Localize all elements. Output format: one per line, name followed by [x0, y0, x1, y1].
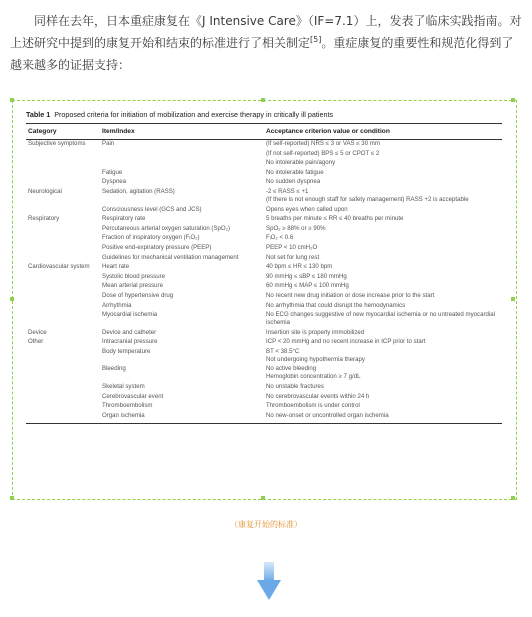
table-row	[26, 338, 502, 348]
category-cell	[26, 365, 100, 383]
table-row	[26, 234, 502, 244]
item-cell: Positive end-expiratory pressure (PEEP)	[102, 243, 212, 251]
table-row	[26, 282, 502, 292]
table-row	[26, 348, 502, 366]
category-cell: Neurological	[28, 187, 62, 195]
criterion-cell: SpO₂ ≥ 88% or ≥ 90%	[266, 224, 326, 232]
category-cell	[26, 254, 100, 264]
item-cell: Respiratory rate	[102, 215, 146, 223]
item-cell: Cerebrovascular event	[102, 392, 164, 400]
table-row	[26, 393, 502, 403]
table-row	[26, 263, 502, 273]
criteria-table	[26, 123, 502, 424]
intro-text-1: 同样在去年，日本重症康复在《J Intensive Care》（IF=7.1）上，发表了临床实践指南。对上述研究中提到的康复开始和结束的标准进行了相关制定	[10, 14, 522, 50]
category-cell: Cardiovascular system	[28, 263, 90, 271]
table-row	[26, 292, 502, 302]
criterion-cell: Not set for lung rest	[266, 253, 320, 261]
criterion-cell: Thromboembolism is under control	[266, 402, 360, 410]
category-cell	[26, 244, 100, 254]
criterion-cell: No unstable fractures	[266, 383, 324, 391]
frame-handle	[511, 297, 515, 301]
category-cell: Respiratory	[28, 215, 60, 223]
header-item: Item/Index	[100, 124, 264, 140]
criterion-cell: 5 breaths per minute ≤ RR ≤ 40 breaths per minute	[266, 215, 404, 223]
item-cell: Percutaneous arterial oxygen saturation (SpO₂)	[102, 224, 231, 232]
table-row	[26, 159, 502, 169]
frame-handle	[511, 496, 515, 500]
table-row	[26, 206, 502, 216]
category-cell: Other	[28, 338, 44, 346]
criterion-cell: Opens eyes when called upon	[266, 205, 348, 213]
item-cell: Mean arterial pressure	[102, 282, 163, 290]
table-row	[26, 329, 502, 339]
criterion-cell: No new-onset or uncontrolled organ ischemia	[264, 412, 502, 424]
item-cell: Organ ischemia	[100, 412, 264, 424]
item-cell: Device and catheter	[102, 328, 157, 336]
item-cell: Dose of hypertensive drug	[102, 291, 174, 299]
criterion-cell: No active bleeding Hemoglobin concentration ≥ 7 g/dL	[266, 365, 361, 381]
category-cell	[26, 302, 100, 312]
category-cell	[26, 311, 100, 329]
table-row	[26, 178, 502, 188]
criterion-cell: (If self-reported) NRS ≤ 3 or VAS ≤ 30 mm	[266, 140, 380, 147]
table-row	[26, 412, 502, 424]
criterion-cell: No recent new drug initiation or dose increase prior to the start	[266, 291, 435, 299]
category-cell	[26, 383, 100, 393]
category-cell	[26, 282, 100, 292]
item-cell: Myocardial ischemia	[102, 311, 158, 319]
criterion-cell: No arrhythmia that could disrupt the hemodynamics	[266, 301, 406, 309]
criterion-cell: No intolerable fatigue	[266, 168, 324, 176]
table-row	[26, 365, 502, 383]
table-row	[26, 254, 502, 264]
category-cell	[26, 150, 100, 160]
category-cell	[26, 178, 100, 188]
category-cell	[26, 169, 100, 179]
item-cell: Sedation, agitation (RASS)	[102, 187, 175, 195]
criterion-cell: 40 bpm ≤ HR ≤ 130 bpm	[266, 263, 333, 271]
category-cell	[26, 234, 100, 244]
table-title: Proposed criteria for initiation of mobilization and exercise therapy in critically ill patients	[54, 110, 334, 119]
frame-handle	[10, 496, 14, 500]
figure-caption: （康复开始的标准）	[230, 520, 302, 529]
item-cell: Fraction of inspiratory oxygen (FᵢO₂)	[102, 234, 200, 242]
intro-text-2: 。重症康复的重要性和规范化得到了越来越多的证据支持：	[10, 36, 514, 72]
criterion-cell: No intolerable pain/agony	[266, 159, 336, 167]
item-cell: Arrhythmia	[102, 301, 132, 309]
intro-paragraph	[10, 10, 524, 76]
criterion-cell: BT < 38.5°C Not undergoing hypothermia therapy	[266, 347, 365, 363]
criterion-cell: No cerebrovascular events within 24 h	[266, 392, 370, 400]
table-caption	[26, 110, 502, 119]
criterion-cell: FᵢO₂ < 0.6	[266, 234, 294, 242]
item-cell: Heart rate	[102, 263, 130, 271]
item-cell: Dyspnea	[102, 178, 127, 186]
table-row	[26, 169, 502, 179]
frame-handle	[261, 496, 265, 500]
table-header-row	[26, 124, 502, 140]
header-category: Category	[26, 124, 100, 140]
item-cell: Systolic blood pressure	[102, 272, 165, 280]
category-cell	[26, 412, 100, 424]
category-cell	[26, 348, 100, 366]
table-row	[26, 215, 502, 225]
category-cell	[26, 206, 100, 216]
item-cell: Bleeding	[102, 365, 126, 373]
criterion-cell: No ECG changes suggestive of new myocardial ischemia or no untreated myocardial ischemia	[266, 311, 495, 327]
category-cell	[26, 273, 100, 283]
reference-link[interactable]: [5]	[310, 35, 322, 44]
table-row	[26, 140, 502, 150]
item-cell	[100, 159, 264, 169]
table-label: Table 1	[26, 110, 51, 119]
item-cell: Consciousness level (GCS and JCS)	[102, 205, 202, 213]
table-row	[26, 244, 502, 254]
category-cell	[26, 402, 100, 412]
criterion-cell: 90 mmHg ≤ sBP ≤ 180 mmHg	[266, 272, 347, 280]
criterion-cell: No sudden dyspnea	[266, 178, 321, 186]
table-row	[26, 225, 502, 235]
criterion-cell: PEEP < 10 cmH₂O	[266, 243, 318, 251]
criterion-cell: ICP < 20 mmHg and no recent increase in ICP prior to start	[266, 338, 426, 346]
criterion-cell: -2 ≤ RASS ≤ +1 (If there is not enough staff for safety management) RASS +2 is acceptable	[266, 187, 469, 203]
table-row	[26, 273, 502, 283]
category-cell: Subjective symptoms	[28, 140, 86, 147]
table-row	[26, 150, 502, 160]
criterion-cell: (If not self-reported) BPS ≤ 5 or CPOT ≤ 2	[266, 149, 380, 157]
frame-handle	[511, 98, 515, 102]
item-cell	[100, 150, 264, 160]
criterion-cell: Insertion site is properly immobilized	[266, 328, 365, 336]
table-row	[26, 188, 502, 206]
category-cell	[26, 225, 100, 235]
category-cell	[26, 292, 100, 302]
item-cell: Skeletal system	[102, 383, 145, 391]
down-arrow-icon	[257, 562, 281, 602]
criterion-cell: 60 mmHg ≤ MAP ≤ 100 mmHg	[266, 282, 349, 290]
table-row	[26, 311, 502, 329]
frame-handle	[261, 98, 265, 102]
item-cell: Fatigue	[102, 168, 123, 176]
category-cell	[26, 393, 100, 403]
criteria-table-figure	[26, 110, 502, 424]
table-row	[26, 383, 502, 393]
table-row	[26, 302, 502, 312]
category-cell	[26, 159, 100, 169]
category-cell: Device	[28, 328, 47, 336]
item-cell: Intracranial pressure	[102, 338, 158, 346]
header-criterion: Acceptance criterion value or condition	[264, 124, 502, 140]
item-cell: Pain	[102, 140, 115, 147]
frame-handle	[10, 297, 14, 301]
item-cell: Guidelines for mechanical ventilation management	[102, 253, 239, 261]
item-cell: Thromboembolism	[102, 402, 153, 410]
table-row	[26, 402, 502, 412]
frame-handle	[10, 98, 14, 102]
item-cell: Body temperature	[102, 347, 151, 355]
